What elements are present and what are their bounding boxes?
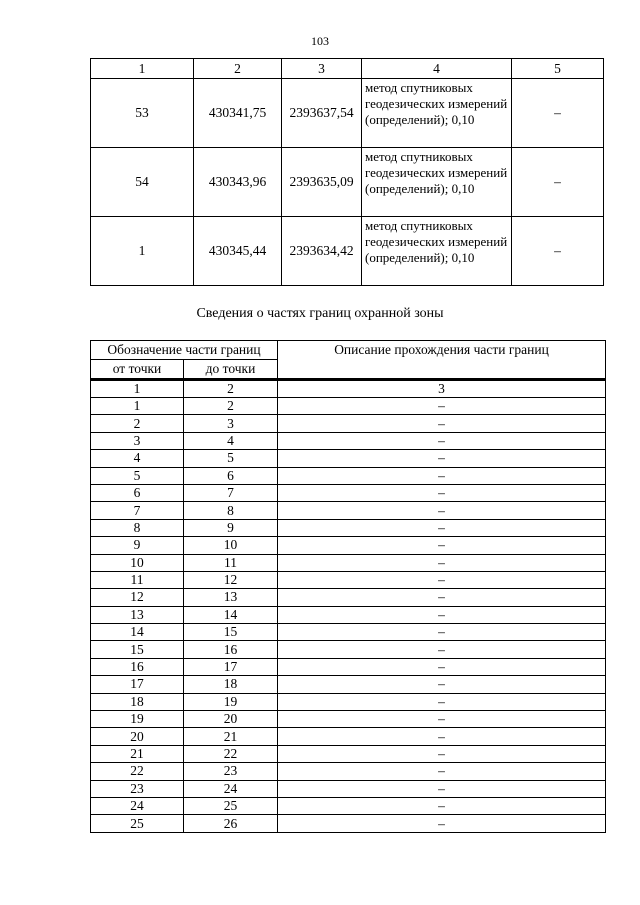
parts-header-row — [91, 341, 606, 360]
method-description: метод спутниковых геодезических измерений (определений); 0,10 — [362, 79, 512, 148]
from-point: 10 — [91, 554, 184, 571]
part-description: – — [278, 780, 606, 797]
to-point: 21 — [184, 728, 278, 745]
table-row — [91, 148, 604, 217]
table-row — [91, 502, 606, 519]
table-row — [91, 519, 606, 536]
from-point: 22 — [91, 763, 184, 780]
part-description: – — [278, 815, 606, 832]
from-point: 15 — [91, 641, 184, 658]
part-description: – — [278, 467, 606, 484]
part-description: – — [278, 658, 606, 675]
part-description: – — [278, 606, 606, 623]
from-point: 18 — [91, 693, 184, 710]
coordinates-table — [90, 58, 604, 286]
table-row — [91, 711, 606, 728]
group-header: Обозначение части границ — [91, 341, 278, 360]
table-row — [91, 537, 606, 554]
table-row — [91, 415, 606, 432]
part-description: – — [278, 554, 606, 571]
point-number: 1 — [91, 217, 194, 286]
from-point: 3 — [91, 432, 184, 449]
point-number: 54 — [91, 148, 194, 217]
column-number-2: 2 — [184, 380, 278, 398]
table-row — [91, 658, 606, 675]
section-title: Сведения о частях границ охранной зоны — [196, 306, 444, 321]
from-point: 24 — [91, 797, 184, 814]
to-point: 14 — [184, 606, 278, 623]
table-row — [91, 571, 606, 588]
to-point: 11 — [184, 554, 278, 571]
table-row — [91, 589, 606, 606]
from-point: 23 — [91, 780, 184, 797]
x-coordinate: 430341,75 — [194, 79, 282, 148]
coords-header-1: 1 — [91, 59, 194, 79]
table-row — [91, 797, 606, 814]
from-point: 2 — [91, 415, 184, 432]
from-point: 7 — [91, 502, 184, 519]
coords-header-2: 2 — [194, 59, 282, 79]
table-row — [91, 624, 606, 641]
to-point: 23 — [184, 763, 278, 780]
boundary-parts-table — [90, 340, 606, 833]
part-description: – — [278, 484, 606, 501]
part-description: – — [278, 763, 606, 780]
coords-header-3: 3 — [282, 59, 362, 79]
column-number-3: 3 — [278, 380, 606, 398]
from-point: 5 — [91, 467, 184, 484]
method-description: метод спутниковых геодезических измерений (определений); 0,10 — [362, 148, 512, 217]
to-point: 8 — [184, 502, 278, 519]
part-description: – — [278, 537, 606, 554]
to-point: 3 — [184, 415, 278, 432]
from-point: 21 — [91, 745, 184, 762]
from-point: 19 — [91, 711, 184, 728]
to-point: 4 — [184, 432, 278, 449]
from-point: 9 — [91, 537, 184, 554]
to-point: 9 — [184, 519, 278, 536]
note-cell: – — [512, 217, 604, 286]
from-point: 8 — [91, 519, 184, 536]
part-description: – — [278, 398, 606, 415]
note-cell: – — [512, 148, 604, 217]
table-row — [91, 79, 604, 148]
x-coordinate: 430343,96 — [194, 148, 282, 217]
y-coordinate: 2393637,54 — [282, 79, 362, 148]
note-cell: – — [512, 79, 604, 148]
table-row — [91, 763, 606, 780]
table-row — [91, 432, 606, 449]
part-description: – — [278, 676, 606, 693]
table-row — [91, 484, 606, 501]
part-description: – — [278, 641, 606, 658]
to-point: 20 — [184, 711, 278, 728]
description-header: Описание прохождения части границ — [278, 341, 606, 380]
part-description: – — [278, 415, 606, 432]
point-number: 53 — [91, 79, 194, 148]
part-description: – — [278, 693, 606, 710]
from-point: 14 — [91, 624, 184, 641]
table-row — [91, 606, 606, 623]
from-point: 25 — [91, 815, 184, 832]
part-description: – — [278, 502, 606, 519]
to-point: 7 — [184, 484, 278, 501]
table-row — [91, 676, 606, 693]
from-point: 12 — [91, 589, 184, 606]
to-point: 19 — [184, 693, 278, 710]
to-point: 17 — [184, 658, 278, 675]
part-description: – — [278, 728, 606, 745]
table-row — [91, 450, 606, 467]
part-description: – — [278, 745, 606, 762]
to-point: 26 — [184, 815, 278, 832]
from-point: 20 — [91, 728, 184, 745]
part-description: – — [278, 711, 606, 728]
from-point: 6 — [91, 484, 184, 501]
from-point: 11 — [91, 571, 184, 588]
part-description: – — [278, 519, 606, 536]
from-point: 17 — [91, 676, 184, 693]
y-coordinate: 2393634,42 — [282, 217, 362, 286]
table-row — [91, 554, 606, 571]
to-point: 10 — [184, 537, 278, 554]
to-point: 15 — [184, 624, 278, 641]
part-description: – — [278, 571, 606, 588]
to-point-header: до точки — [184, 360, 278, 380]
part-description: – — [278, 450, 606, 467]
column-number-row — [91, 380, 606, 398]
from-point: 1 — [91, 398, 184, 415]
from-point-header: от точки — [91, 360, 184, 380]
to-point: 18 — [184, 676, 278, 693]
to-point: 5 — [184, 450, 278, 467]
table-row — [91, 693, 606, 710]
to-point: 24 — [184, 780, 278, 797]
coords-header-4: 4 — [362, 59, 512, 79]
coords-header-row — [91, 59, 604, 79]
table-row — [91, 217, 604, 286]
coords-header-5: 5 — [512, 59, 604, 79]
y-coordinate: 2393635,09 — [282, 148, 362, 217]
to-point: 12 — [184, 571, 278, 588]
method-description: метод спутниковых геодезических измерений (определений); 0,10 — [362, 217, 512, 286]
to-point: 25 — [184, 797, 278, 814]
part-description: – — [278, 432, 606, 449]
to-point: 22 — [184, 745, 278, 762]
x-coordinate: 430345,44 — [194, 217, 282, 286]
to-point: 16 — [184, 641, 278, 658]
column-number-1: 1 — [91, 380, 184, 398]
table-row — [91, 780, 606, 797]
part-description: – — [278, 624, 606, 641]
table-row — [91, 467, 606, 484]
table-row — [91, 745, 606, 762]
part-description: – — [278, 589, 606, 606]
page-number: 103 — [311, 34, 329, 48]
table-row — [91, 641, 606, 658]
to-point: 6 — [184, 467, 278, 484]
part-description: – — [278, 797, 606, 814]
table-row — [91, 728, 606, 745]
to-point: 13 — [184, 589, 278, 606]
table-row — [91, 398, 606, 415]
to-point: 2 — [184, 398, 278, 415]
from-point: 16 — [91, 658, 184, 675]
table-row — [91, 815, 606, 832]
from-point: 4 — [91, 450, 184, 467]
from-point: 13 — [91, 606, 184, 623]
